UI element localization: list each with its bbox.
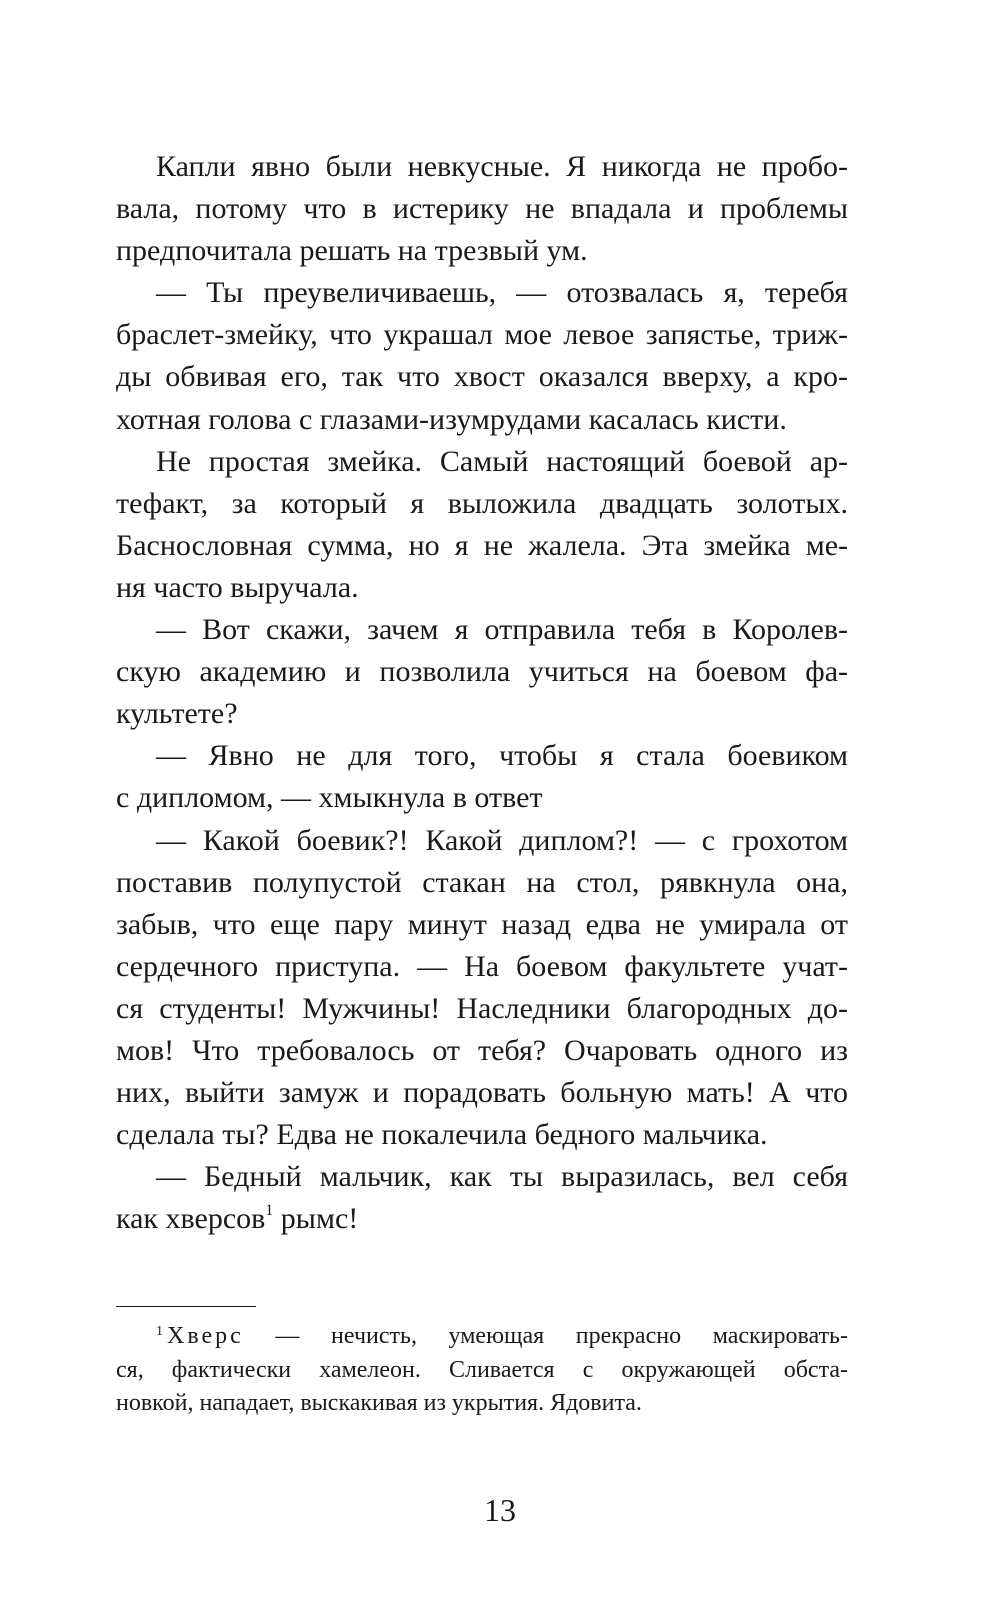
footnote-block (116, 1320, 848, 1421)
text-line: ся студенты! Мужчины! Наследники благородных до- (116, 991, 848, 1025)
text-line: мов! Что требовалось от тебя? Очаровать одного из (116, 1033, 848, 1067)
text-line: хотная голова с глазами-изумрудами касалась кисти. (116, 402, 787, 436)
main-text (116, 146, 848, 1240)
text-line: Баснословная сумма, но я не жалела. Эта змейка ме- (116, 528, 848, 562)
footnote-line: ся, фактически хамелеон. Сливается с окружающей обста- (116, 1356, 848, 1383)
text-line: ня часто выручала. (116, 570, 359, 604)
footnote-divider (116, 1306, 256, 1307)
footnote-reference[interactable]: 1 (265, 1202, 274, 1220)
page-number: 13 (484, 1492, 516, 1528)
text-line: — Ты преувеличиваешь, — отозвалась я, теребя (156, 276, 848, 310)
footnote-mark: 1 (156, 1324, 163, 1339)
text-line: сделала ты? Едва не покалечила бедного мальчика. (116, 1118, 768, 1152)
text-line: скую академию и позволила учиться на боевом фа- (116, 655, 848, 689)
text-line: Не простая змейка. Самый настоящий боевой ар- (156, 444, 848, 478)
text-line-final (116, 1198, 848, 1240)
footnote-text: — нечисть, умеющая прекрасно маскировать- (243, 1323, 848, 1349)
footnote-line: новкой, нападает, выскакивая из укрытия. Ядовита. (116, 1390, 642, 1416)
text-line: тефакт, за который я выложила двадцать золотых. (116, 486, 848, 520)
text-line: браслет-змейку, что украшал мое левое запястье, триж- (116, 318, 848, 352)
text-line: вала, потому что в истерику не впадала и проблемы (116, 192, 848, 226)
text-segment: как хверсов (116, 1202, 266, 1236)
text-line: них, выйти замуж и порадовать больную мать! А что (116, 1076, 848, 1110)
text-line: культете? (116, 697, 238, 731)
text-line: — Бедный мальчик, как ты выразилась, вел себя (156, 1160, 848, 1194)
text-segment: рымс! (273, 1202, 359, 1236)
footnote-line (116, 1320, 848, 1354)
text-line: — Вот скажи, зачем я отправила тебя в Королев- (156, 613, 848, 647)
text-line: забыв, что еще пару минут назад едва не умирала от (116, 907, 848, 941)
text-line: Капли явно были невкусные. Я никогда не пробо- (156, 150, 848, 183)
footnote-term: Хверс (167, 1323, 244, 1349)
text-line: поставив полупустой стакан на стол, рявкнула она, (116, 865, 848, 899)
text-line: ды обвивая его, так что хвост оказался вверху, а кро- (116, 360, 848, 394)
text-line: — Какой боевик?! Какой диплом?! — с грохотом (156, 823, 848, 857)
text-line: сердечного приступа. — На боевом факультете учат- (116, 949, 848, 983)
text-line: с дипломом, — хмыкнула в ответ (116, 781, 543, 815)
text-line: — Явно не для того, чтобы я стала боевиком (156, 739, 848, 773)
text-line: предпочитала решать на трезвый ум. (116, 234, 588, 268)
